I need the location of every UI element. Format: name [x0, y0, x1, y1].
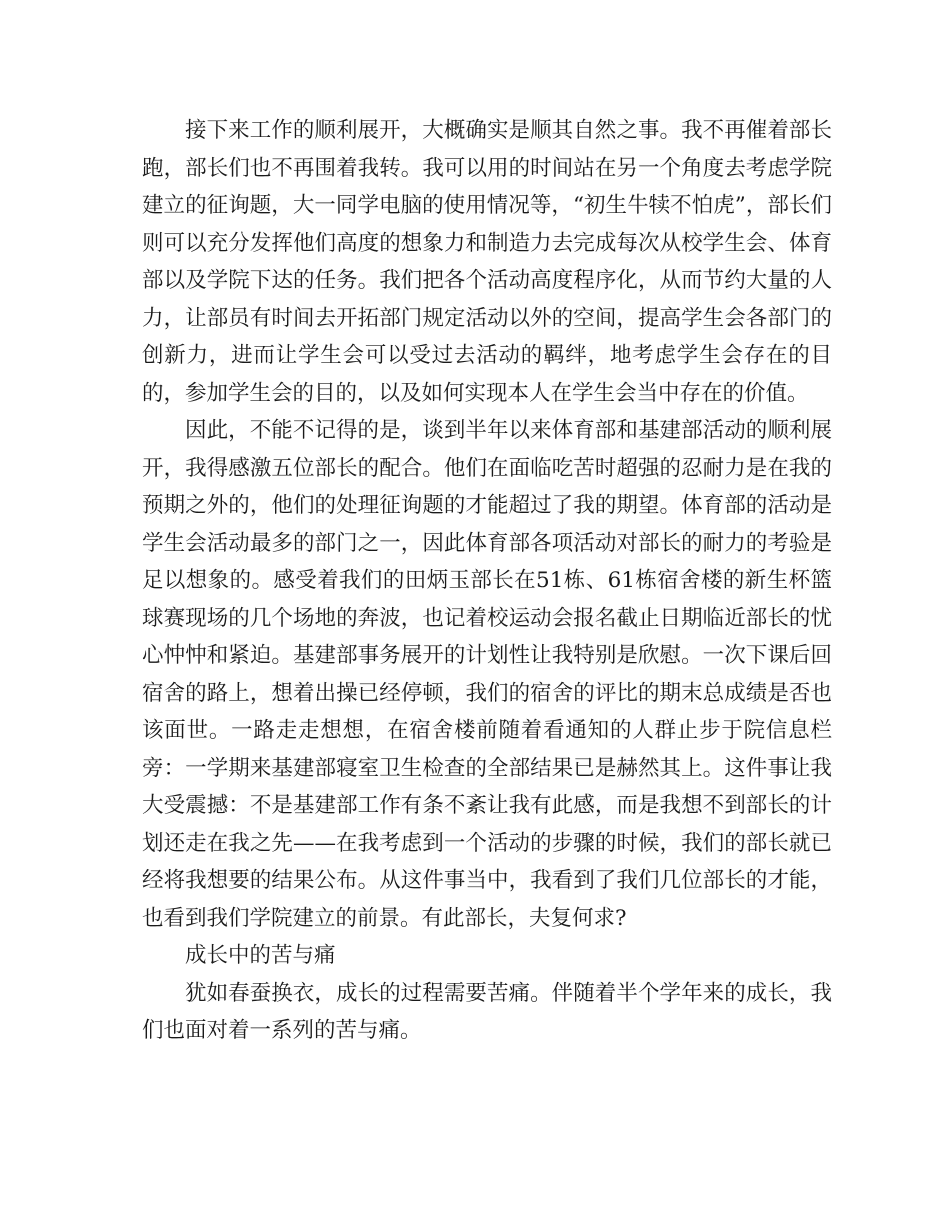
paragraph-work-progress: 接下来工作的顺利展开，大概确实是顺其自然之事。我不再催着部长跑，部长们也不再围着我转。我可以用的时间站在另一个角度去考虑学院建立的征询题，大一同学电脑的使用情况等，“初生牛犊不怕虎”，部长们则可以充分发挥他们高度的想象力和制造力去完成每次从校学生会、体育部以及学院下达的任务。我们把各个活动高度程序化，从而节约大量的人力，让部员有时间去开拓部门规定活动以外的空间，提高学生会各部门的创新力，进而让学生会可以受过去活动的羁绊，地考虑学生会存在的目的，参加学生会的目的，以及如何实现本人在学生会当中存在的价值。: [142, 118, 832, 406]
section-heading: 成长中的苦与痛: [185, 943, 336, 968]
paragraph-growth-pain: 犹如春蚕换衣，成长的过程需要苦痛。伴随着半个学年来的成长，我们也面对着一系列的苦与痛。: [142, 980, 832, 1043]
paragraph-ministers-thanks: 因此，不能不记得的是，谈到半年以来体育部和基建部活动的顺利展开，我得感激五位部长的配合。他们在面临吃苦时超强的忍耐力是在我的预期之外的，他们的处理征询题的才能超过了我的期望。体育部的活动是学生会活动最多的部门之一，因此体育部各项活动对部长的耐力的考验是足以想象的。感受着我们的田炳玉部长在51栋、61栋宿舍楼的新生杯篮球赛现场的几个场地的奔波，也记着校运动会报名截止日期临近部长的忧心忡忡和紧迫。基建部事务展开的计划性让我特别是欣慰。一次下课后回宿舍的路上，想着出操已经停顿，我们的宿舍的评比的期末总成绩是否也该面世。一路走走想想，在宿舍楼前随着看通知的人群止步于院信息栏旁：一学期来基建部寝室卫生检查的全部结果已是赫然其上。这件事让我大受震撼：不是基建部工作有条不紊让我有此感，而是我想不到部长的计划还走在我之先——在我考虑到一个活动的步骤的时候，我们的部长就已经将我想要的结果公布。从这件事当中，我看到了我们几位部长的才能，也看到我们学院建立的前景。有此部长，夫复何求?: [142, 418, 832, 931]
document-body: [142, 112, 832, 1050]
